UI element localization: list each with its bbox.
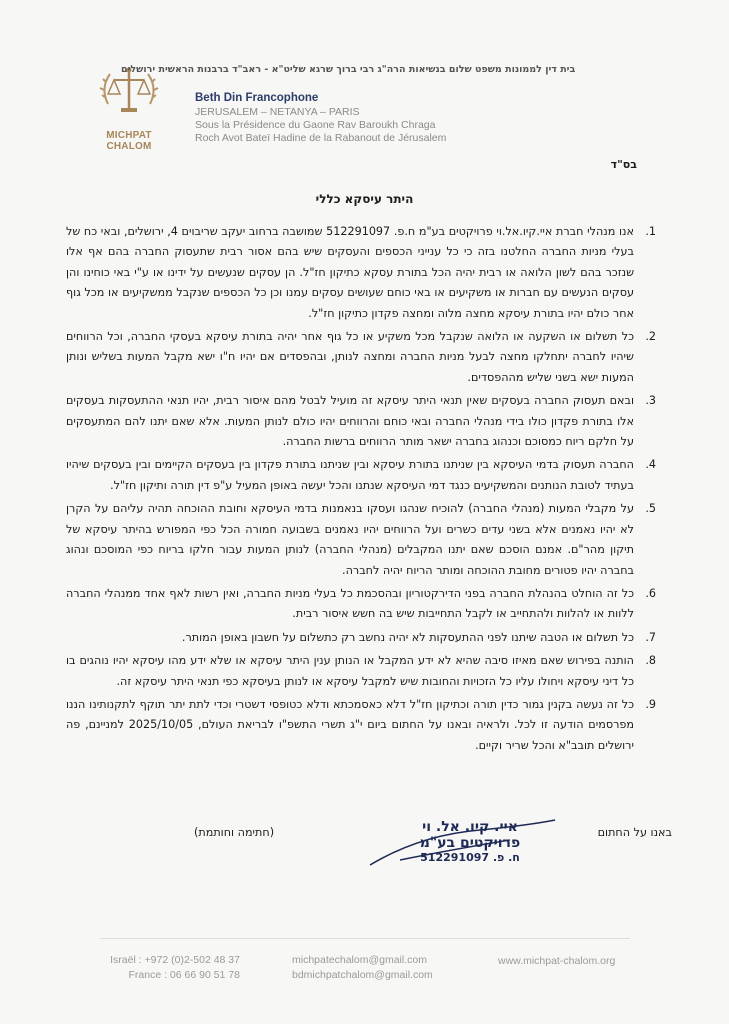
signature-label: (חתימה וחותמת): [194, 826, 275, 839]
phone-france: France : 06 66 90 51 78: [128, 969, 240, 981]
bsd-mark: בס"ד: [610, 158, 637, 171]
paragraph-text: כל תשלום או הטבה שיתנו לפני ההתעסקות לא יהיה נחשב רק כתשלום על חשבון באופן המותר.: [181, 630, 634, 644]
stamp-company-id: ח. פ. 512291097: [420, 851, 520, 864]
org-role: Roch Avot Bateï Hadine de la Rabanout de Jérusalem: [195, 132, 447, 144]
logo-text: MICHPAT CHALOM: [106, 130, 152, 152]
paragraph: [66, 391, 656, 452]
paragraph-number: 4.: [645, 458, 656, 472]
paragraph: [66, 222, 656, 324]
org-cities: JERUSALEM – NETANYA – PARIS: [195, 106, 360, 118]
paragraph-text: על מקבלי המעות (מנהלי החברה) להוכיח שנהגו ועסקו בנאמנות בדמי העיסקא וחובת ההוכחה תהיה עליהם על הקרן לא יהיו נאמנים אלא בשני עדים כשרים ועל הרווחים יהיו נאמנים בשבועה חמורה הכל כפי המפורש בהיתר עיסקא של תיקון מהר"ם. אמנם הוסכם שאם יתנו המקבלים (מנהלי החברה) לנותן המעות עבור חלקו בריוח כפי המוסכם ונהוג בחברה יהיו פטורים מחובת ההוכחה ומותר הריוח יהיה לחברה.: [66, 502, 634, 577]
paragraph-text: ובאם תעסוק החברה בעסקים שאין תנאי היתר עיסקא זה מועיל לבטל מהם איסור רבית, יהיו תנאי ההתעסקות בעסקים אלו בתורת פקדון כולו בידי מנהלי החברה ובאי כוחם והרווחים יהיו כולם לנותן המעות. אלא שאם יתנו להם המתעסקים על חלקם ריוח כמסוכם וכנהוג בחברה ישאר מותר הרווחים ברשות החברה.: [66, 394, 634, 449]
org-presidency: Sous la Présidence du Gaone Rav Baroukh Chraga: [195, 119, 436, 131]
stamp-company-type: פרויקטים בע"מ: [419, 835, 521, 851]
signature-scribble-icon: [360, 815, 560, 875]
paragraph: [66, 455, 656, 496]
paragraph-number: 6.: [645, 586, 656, 600]
paragraph-text: הותנה בפירוש שאם מאיזו סיבה שהיא לא ידע המקבל או הנותן ענין היתר עיסקא או שלא ידע מהו עיסקא יהיו נוהגים בו כל דיני עיסקא ויחולו עליו כל הזכויות והחובות שיש למקבל עיסקא או לנותן בעיסקא כפי תנאי היתר עיסקא זה.: [66, 654, 634, 688]
french-letterhead: [195, 92, 555, 145]
paragraph: [66, 695, 656, 756]
paragraph-number: 1.: [645, 225, 656, 238]
footer-website[interactable]: www.michpat-chalom.org: [498, 955, 616, 967]
phone-israel: Israël : +972 (0)2-502 48 37: [110, 954, 240, 966]
org-name: Beth Din Francophone: [195, 92, 319, 104]
footer: [0, 945, 729, 985]
company-stamp: [390, 805, 550, 885]
paragraph: [66, 499, 656, 581]
stamp-company-name: איי. קיו. אל. וי: [422, 819, 518, 835]
paragraph-number: 8.: [645, 654, 656, 668]
paragraph-number: 2.: [645, 330, 656, 344]
footer-emails: [292, 953, 433, 983]
paragraph: [66, 327, 656, 388]
paragraph-number: 5.: [645, 502, 656, 516]
paragraph-number: 7.: [645, 630, 656, 644]
paragraph-text: כל זה הוחלט בהנהלת החברה בפני הדירקטוריון ובהסכמת כל בעלי מניות החברה, ואין רשות לאף אחד ממנהלי החברה ללוות או להלוות ולהתחייב או לקבל התחייבות שיש בה חשש איסור רבית.: [66, 586, 634, 621]
paragraph-text: כל תשלום או השקעה או הלואה שנקבל מכל משקיע או כל גוף אחר יהיה בתורת עיסקא בעסקי החברה, וכל הרווחים שיהיו לחברה יתחלקו מחצה לבעל מניות החברה ומחצה לנותן, ובהפסדים אם יהיו ח"ו ישא מקבל המעות בשליש ונותן המעות ישא בשני שליש מההפסדים.: [66, 330, 634, 384]
signature-prefix: באנו על החתום: [597, 826, 672, 839]
paragraph: [66, 584, 656, 625]
email-primary[interactable]: michpatechalom@gmail.com: [292, 954, 427, 966]
document-body: [66, 222, 656, 759]
document-title: היתר עיסקא כללי: [315, 192, 414, 206]
paragraph-number: 3.: [645, 394, 656, 408]
paragraph: [66, 651, 656, 692]
paragraph-text: החברה תעסוק בדמי העיסקא בין שניתנו בתורת עיסקא ובין שניתנו בתורת פקדון בין בעסקים הקיימים ובין בעסקים שיהיו בעתיד לטובת הנותנים והמשקיעים כנגד דמי העיסקא שנתנו והכל יעשה באופן המעיל ע"פ דין תורה ותיקון חז"ל.: [66, 458, 634, 492]
paragraph-number: 9.: [645, 697, 656, 711]
paragraph-text: כל זה נעשה בקנין גמור כדין תורה וכתיקון חז"ל דלא כאסמכתא ודלא כטופסי דשטרי וכדי לתת יתר תוקף לתקנותינו הננו מפרסמים הודעה זו לכל. ולראיה ובאנו על החתום ביום י"ג תשרי התשפ"ו לבריאת העולם, 2025/10/05 למניינם, פה ירושלים תובב"א והכל שריר וקיים.: [66, 697, 634, 752]
email-secondary[interactable]: bdmichpatchalom@gmail.com: [292, 969, 433, 981]
paragraph: [66, 628, 656, 648]
footer-divider: [100, 938, 630, 939]
hebrew-letterhead: בית דין לממונות משפט שלום בנשיאות הרה"ג רבי ברוך שרגא שליט"א - ראב"ד ברבנות הראשית ירושלים: [121, 64, 576, 75]
paragraph-text: אנו מנהלי חברת איי.קיו.אל.וי פרויקטים בע"מ ח.פ. 512291097 שמושבה ברחוב יעקב שריבוים 4, ירושלים, ובאי כח של בעלי מניות החברה החלטנו בזה כי כל ענייני הכספים והעסקים שיש בהם אסור רבית שתעסוק החברה בהם אף אלו שנזכר בהם לשון הלואה או רבית יהיה הכל בתורת עסקא כתיקון חז"ל. הן עסקים שנעשים על ידינו או ע"י באי כוחינו והן עסקים הנעשים עם חברות או משקיעים או באי כוחם שעושים עסקים עמנו וכן כל הכספים שנקבל ממשקיעים או מכל גוף אחר כולם יהיו בתורת עיסקא מחצה מלוה ומחצה פקדון כתיקון חז"ל.: [66, 225, 634, 320]
footer-phones: [110, 953, 240, 983]
